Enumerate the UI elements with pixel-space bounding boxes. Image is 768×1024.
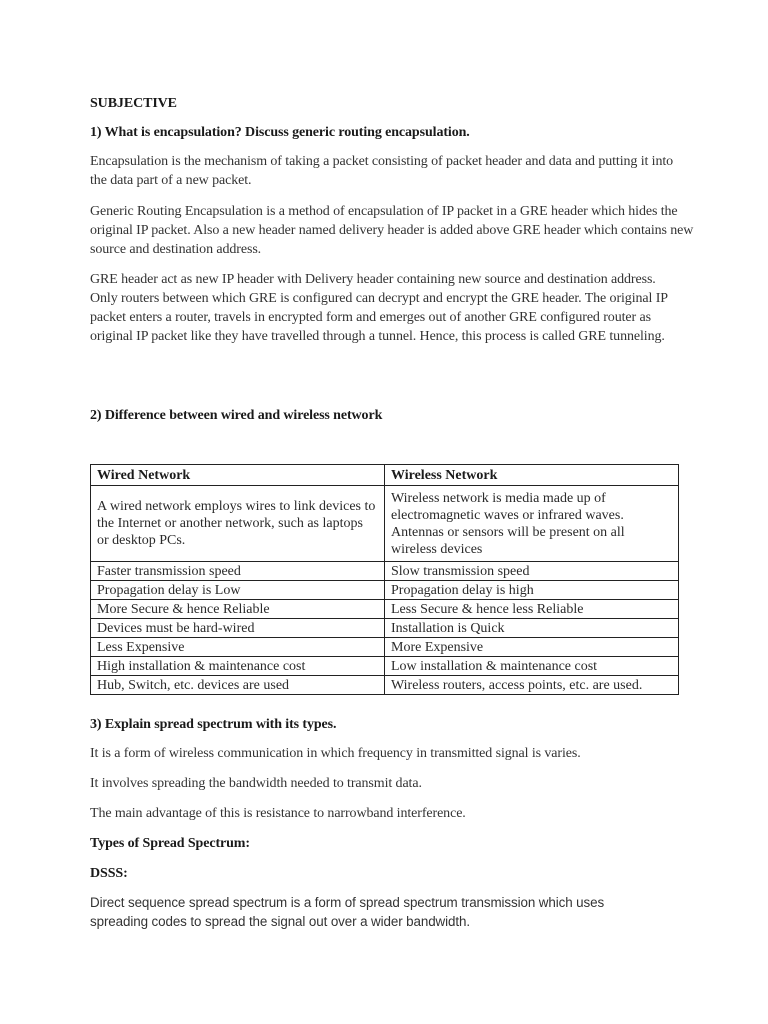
table-cell-wired: More Secure & hence Reliable xyxy=(91,600,385,619)
table-row xyxy=(91,657,679,676)
table-cell-wireless: More Expensive xyxy=(385,638,679,657)
table-row xyxy=(91,486,679,562)
table-cell-wireless: Slow transmission speed xyxy=(385,562,679,581)
table-row xyxy=(91,581,679,600)
table-row xyxy=(91,676,679,695)
table-cell-wired: A wired network employs wires to link devices to the Internet or another network, such as laptops or desktop PCs. xyxy=(91,486,385,562)
table-cell-wired: Less Expensive xyxy=(91,638,385,657)
table-row xyxy=(91,600,679,619)
table-cell-wireless: Propagation delay is high xyxy=(385,581,679,600)
question-1-title: 1) What is encapsulation? Discuss generic routing encapsulation. xyxy=(90,125,470,140)
question-3-title: 3) Explain spread spectrum with its types. xyxy=(90,717,337,732)
table-cell-wired: Devices must be hard-wired xyxy=(91,619,385,638)
table-cell-wireless: Less Secure & hence less Reliable xyxy=(385,600,679,619)
comparison-table xyxy=(90,464,679,695)
table-cell-wireless: Low installation & maintenance cost xyxy=(385,657,679,676)
table-row xyxy=(91,562,679,581)
table-row xyxy=(91,638,679,657)
table-cell-wireless: Wireless network is media made up of electromagnetic waves or infrared waves. Antennas or sensors will be present on all wireless devices xyxy=(385,486,679,562)
q3-paragraph-3: The main advantage of this is resistance to narrowband interference. xyxy=(90,806,466,821)
table-header-row xyxy=(91,465,679,486)
types-heading: Types of Spread Spectrum: xyxy=(90,836,250,851)
table-cell-wired: Faster transmission speed xyxy=(91,562,385,581)
dsss-heading: DSSS: xyxy=(90,866,128,881)
table-cell-wired: High installation & maintenance cost xyxy=(91,657,385,676)
table-cell-wireless: Wireless routers, access points, etc. are used. xyxy=(385,676,679,695)
table-header-wireless: Wireless Network xyxy=(385,465,679,486)
table-header-wired: Wired Network xyxy=(91,465,385,486)
section-heading: SUBJECTIVE xyxy=(90,96,177,111)
q3-paragraph-2: It involves spreading the bandwidth needed to transmit data. xyxy=(90,776,422,791)
table-cell-wireless: Installation is Quick xyxy=(385,619,679,638)
table-cell-wired: Hub, Switch, etc. devices are used xyxy=(91,676,385,695)
question-2-title: 2) Difference between wired and wireless network xyxy=(90,408,383,423)
dsss-paragraph: Direct sequence spread spectrum is a form of spread spectrum transmission which uses spreading codes to spread the signal out over a wider bandwidth. xyxy=(90,895,605,929)
table-cell-wired: Propagation delay is Low xyxy=(91,581,385,600)
q1-paragraph-1: Encapsulation is the mechanism of taking a packet consisting of packet header and data and putting it into the data part of a new packet. xyxy=(90,154,674,188)
q1-paragraph-3: GRE header act as new IP header with Delivery header containing new source and destination address. Only routers between which GRE is configured can decrypt and encrypt the GRE header. The original IP packet enters a router, travels in encrypted form and emerges out of another GRE configured router as original IP packet like they have travelled through a tunnel. Hence, this process is called GRE tunneling. xyxy=(90,272,668,344)
q3-paragraph-1: It is a form of wireless communication in which frequency in transmitted signal is varies. xyxy=(90,746,581,761)
table-row xyxy=(91,619,679,638)
q1-paragraph-2: Generic Routing Encapsulation is a method of encapsulation of IP packet in a GRE header which hides the original IP packet. Also a new header named delivery header is added above GRE header which contains new source and destination address. xyxy=(90,204,694,257)
